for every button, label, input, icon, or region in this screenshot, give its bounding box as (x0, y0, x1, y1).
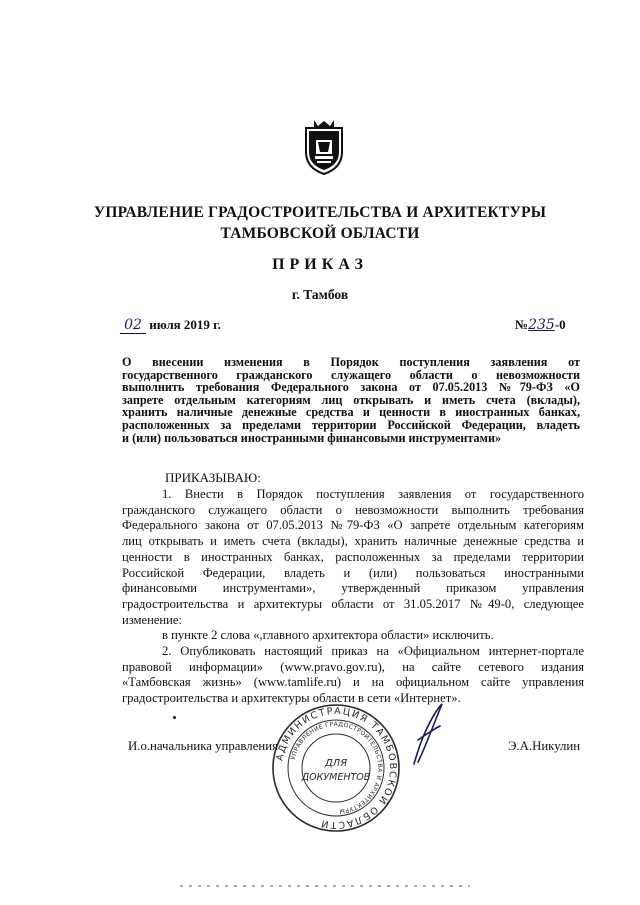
item-1-line: ценности в иностранных банках, расположенных за пределами территории (122, 549, 584, 564)
subject-line: О внесении изменения в Порядок поступления заявления от (122, 355, 580, 369)
handwritten-signature (392, 700, 452, 770)
signatory-position: И.о.начальника управления (128, 739, 278, 753)
item-1-line: градостроительства и архитектуры области от 31.05.2017 №49-0, следующее (122, 596, 584, 611)
signatory-name: Э.А.Никулин (508, 739, 581, 753)
subject-line: расположенных за пределами территории Российской Федерации, владеть (122, 417, 580, 432)
agency-line-1: УПРАВЛЕНИЕ ГРАДОСТРОИТЕЛЬСТВА И АРХИТЕКТУРЫ (93, 204, 547, 221)
order-date (120, 317, 221, 334)
stamp-center-line-1: ДЛЯ (324, 758, 348, 769)
stamp-inner-text: УПРАВЛЕНИЕ ГРАДОСТРОИТЕЛЬСТВА И АРХИТЕКТУРЫ (289, 720, 384, 815)
order-subject (122, 356, 580, 444)
item-2-line: градостроительства и архитектуры области в сети «Интернет». (122, 691, 461, 706)
item-2-line: 2. Опубликовать настоящий приказ на «Официальном интернет-портале (162, 644, 584, 659)
subject-line: государственного гражданского служащего области о невозможности (122, 367, 580, 382)
ink-dot (173, 716, 176, 719)
subject-line: выполнить требования Федерального закона от 07.05.2013 №79-ФЗ «О (122, 380, 580, 395)
item-1-change: в пункте 2 слова «,главного архитектора области» исключить. (162, 628, 494, 643)
order-number (515, 317, 566, 333)
item-2-line: правовой информации» (www.pravo.gov.ru), на сайте сетевого издания (122, 659, 584, 674)
order-number-suffix: -0 (554, 317, 566, 332)
item-1-line: финансовыми инструментами», утвержденный приказом управления (122, 581, 584, 596)
date-month-year: июля 2019 г. (149, 317, 221, 332)
order-body (122, 487, 584, 707)
item-1-line: Федерального закона от 07.05.2013 №79-ФЗ «О запрете отдельным категориям (122, 518, 584, 533)
stamp-center-line-2: ДОКУМЕНТОВ (301, 772, 371, 783)
date-day-handwritten: 02 (120, 317, 146, 334)
order-number-handwritten: 235 (528, 317, 555, 333)
document-type-heading: ПРИКАЗ (272, 256, 368, 273)
item-1-line: изменение: (122, 612, 182, 627)
subject-line: запрете отдельным категориям лиц открывать и иметь счета (вклады), (122, 392, 580, 407)
item-1-line: 1. Внести в Порядок поступления заявления от государственного (162, 487, 584, 501)
stamp-outer-text: АДМИНИСТРАЦИЯ ТАМБОВСКОЙ ОБЛАСТИ (274, 705, 399, 831)
agency-line-2: ТАМБОВСКОЙ ОБЛАСТИ (220, 225, 420, 242)
subject-line: и (или) пользоваться иностранными финансовыми инструментами» (122, 430, 502, 445)
item-1-line: гражданского служащего области о невозможности выполнить требования (122, 502, 584, 517)
subject-line: хранить наличные денежные средства и ценности в иностранных банках, (122, 405, 580, 420)
city: г. Тамбов (291, 287, 349, 302)
order-command: ПРИКАЗЫВАЮ: (165, 470, 261, 485)
item-1-line: Российской Федерации, владеть и (или) пользоваться иностранными (122, 565, 584, 580)
agency-name (40, 202, 600, 244)
order-number-prefix: № (515, 317, 529, 332)
item-1-line: лиц открывать и иметь счета (вклады), хранить наличные денежные средства и (122, 534, 584, 549)
footer-dotted-line (180, 884, 470, 888)
item-2-line: «Тамбовская жизнь» (www.tamlife.ru) и на официальном сайте управления (122, 675, 584, 690)
official-seal-stamp (270, 702, 402, 834)
coat-of-arms-emblem (300, 118, 348, 176)
